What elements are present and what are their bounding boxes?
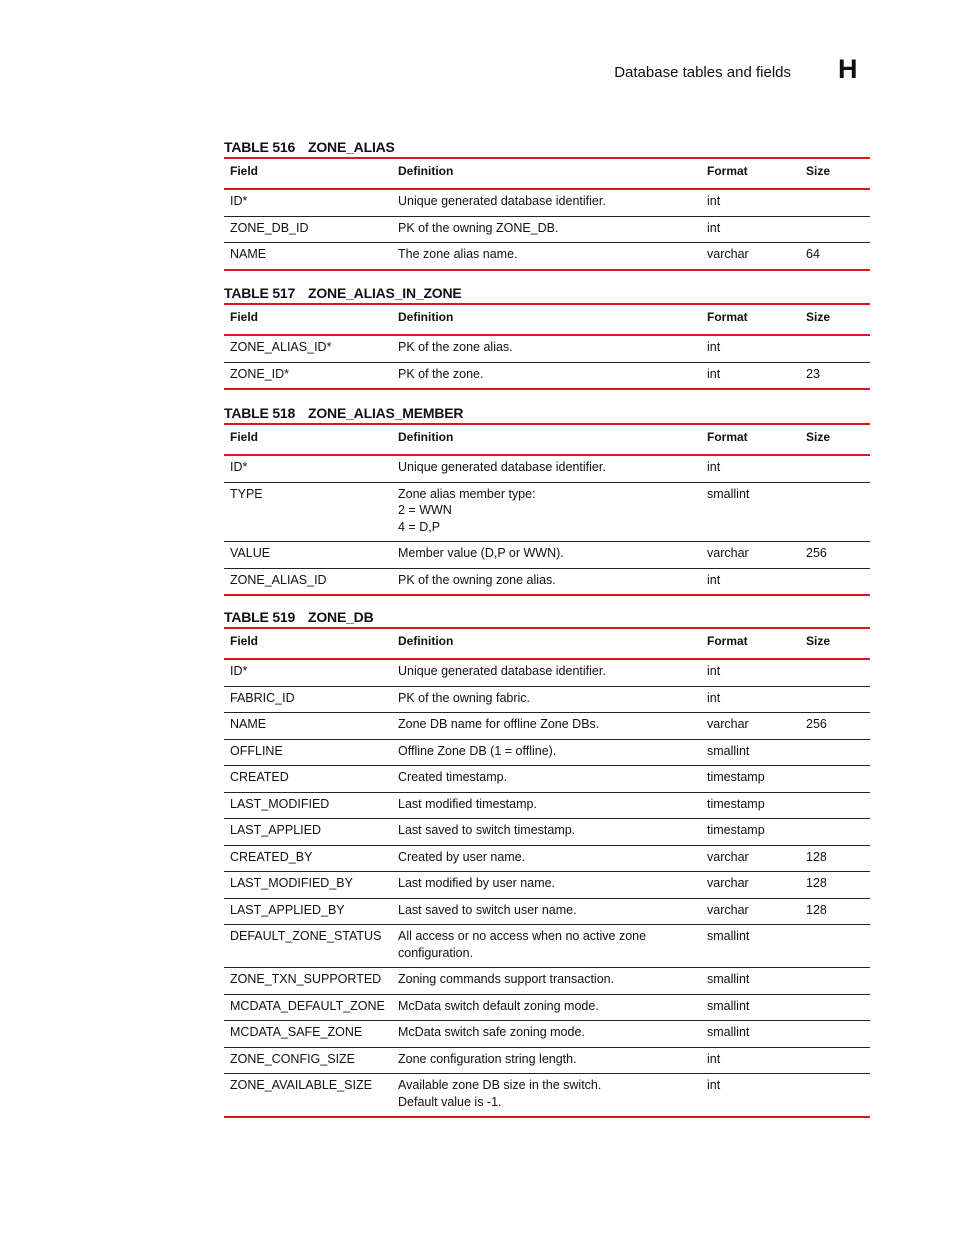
- definition-line: Last modified by user name.: [398, 876, 556, 890]
- table-row: [224, 1021, 870, 1048]
- column-header: Format: [701, 424, 800, 455]
- table-number: TABLE 517: [224, 285, 296, 301]
- field-cell: NAME: [224, 243, 392, 270]
- definition-cell: [392, 189, 701, 216]
- size-cell: [800, 1047, 870, 1074]
- definition-cell: [392, 482, 701, 542]
- size-cell: 128: [800, 845, 870, 872]
- column-header: Size: [800, 424, 870, 455]
- column-header: Field: [224, 628, 392, 659]
- column-header: Field: [224, 424, 392, 455]
- format-cell: timestamp: [701, 792, 800, 819]
- field-cell: CREATED_BY: [224, 845, 392, 872]
- field-cell: TYPE: [224, 482, 392, 542]
- definition-cell: [392, 686, 701, 713]
- definition-line: All access or no access when no active zone: [398, 929, 647, 943]
- format-cell: int: [701, 568, 800, 595]
- field-cell: ZONE_ALIAS_ID*: [230, 340, 332, 354]
- field-cell: OFFLINE: [224, 739, 392, 766]
- definition-line: Unique generated database identifier.: [398, 664, 606, 678]
- size-cell: [800, 819, 870, 846]
- field-cell: VALUE: [224, 542, 392, 569]
- format-cell: int: [707, 340, 721, 354]
- table-number: TABLE 516: [224, 139, 296, 155]
- field-cell: ID*: [230, 664, 248, 678]
- field-cell: ZONE_AVAILABLE_SIZE: [224, 1074, 392, 1118]
- table-row: [224, 1047, 870, 1074]
- definition-cell: [392, 739, 701, 766]
- field-cell: MCDATA_SAFE_ZONE: [224, 1021, 392, 1048]
- definition-line: Available zone DB size in the switch.: [398, 1078, 602, 1092]
- field-cell: ID*: [230, 460, 248, 474]
- format-cell: int: [701, 362, 800, 389]
- table-row: [224, 792, 870, 819]
- definition-line: Created by user name.: [398, 849, 526, 864]
- size-cell: [800, 568, 870, 595]
- size-cell: [800, 455, 870, 482]
- size-cell: [800, 925, 870, 968]
- column-header: Definition: [392, 628, 701, 659]
- running-header-title: Database tables and fields: [614, 64, 791, 81]
- definition-cell: [392, 872, 701, 899]
- size-cell: [800, 686, 870, 713]
- format-cell: varchar: [701, 845, 800, 872]
- table-row: [224, 766, 870, 793]
- size-cell: [800, 482, 870, 542]
- table-header-row: [224, 628, 870, 659]
- definition-cell: [392, 216, 701, 243]
- size-cell: 128: [800, 898, 870, 925]
- size-cell: 128: [800, 872, 870, 899]
- table-header-row: [224, 158, 870, 189]
- table-name: ZONE_ALIAS: [308, 139, 395, 155]
- table-name: ZONE_DB: [308, 609, 374, 625]
- size-cell: [800, 189, 870, 216]
- field-cell: ZONE_CONFIG_SIZE: [224, 1047, 392, 1074]
- definition-cell: [392, 994, 701, 1021]
- column-header: Field: [224, 304, 392, 335]
- format-cell: varchar: [701, 872, 800, 899]
- table-block: [224, 137, 870, 271]
- column-header: Field: [224, 158, 392, 189]
- column-header: Definition: [392, 304, 701, 335]
- definition-cell: [392, 819, 701, 846]
- definition-cell: [392, 766, 701, 793]
- definition-cell: [392, 845, 701, 872]
- definition-cell: [392, 362, 701, 389]
- table-header-row: [224, 304, 870, 335]
- table-row: [224, 994, 870, 1021]
- format-cell: smallint: [701, 1021, 800, 1048]
- format-cell: int: [701, 1074, 800, 1118]
- table-row: [224, 713, 870, 740]
- field-cell: ZONE_ALIAS_ID: [224, 568, 392, 595]
- definition-line: PK of the owning fabric.: [398, 690, 531, 705]
- table-row: [224, 362, 870, 389]
- table-caption: [224, 283, 870, 303]
- table-row: [224, 542, 870, 569]
- data-table: [224, 303, 870, 390]
- table-block: [224, 283, 870, 390]
- definition-line: Last modified timestamp.: [398, 796, 537, 811]
- size-cell: 23: [800, 362, 870, 389]
- definition-cell: [392, 335, 701, 362]
- size-cell: 256: [800, 542, 870, 569]
- column-header: Size: [800, 628, 870, 659]
- definition-line: Offline Zone DB (1 = offline).: [398, 743, 557, 758]
- format-cell: smallint: [701, 994, 800, 1021]
- field-cell: ZONE_ID*: [224, 362, 392, 389]
- definition-line: McData switch safe zoning mode.: [398, 1025, 585, 1039]
- definition-line: Zone alias member type:: [398, 486, 536, 501]
- definition-line: McData switch default zoning mode.: [398, 998, 599, 1013]
- table-block: [224, 607, 870, 1118]
- field-cell: CREATED: [224, 766, 392, 793]
- format-cell: smallint: [701, 968, 800, 995]
- format-cell: int: [707, 664, 721, 678]
- format-cell: varchar: [701, 243, 800, 270]
- data-table: [224, 157, 870, 271]
- format-cell: timestamp: [701, 766, 800, 793]
- definition-cell: [392, 243, 701, 270]
- table-row: [224, 898, 870, 925]
- field-cell: LAST_APPLIED: [224, 819, 392, 846]
- definition-line: Zoning commands support transaction.: [398, 972, 615, 986]
- field-cell: ID*: [230, 194, 248, 208]
- data-table: [224, 627, 870, 1118]
- definition-line: PK of the zone.: [398, 366, 484, 381]
- definition-cell: [392, 898, 701, 925]
- format-cell: int: [701, 686, 800, 713]
- field-cell: MCDATA_DEFAULT_ZONE: [224, 994, 392, 1021]
- format-cell: int: [701, 1047, 800, 1074]
- field-cell: LAST_MODIFIED_BY: [224, 872, 392, 899]
- table-row: [224, 1074, 870, 1118]
- format-cell: varchar: [701, 898, 800, 925]
- definition-line: Default value is -1.: [398, 1094, 502, 1109]
- table-row: [224, 968, 870, 995]
- field-cell: NAME: [224, 713, 392, 740]
- definition-line: Unique generated database identifier.: [398, 194, 606, 208]
- table-number: TABLE 518: [224, 405, 296, 421]
- table-row: [224, 335, 870, 362]
- data-table: [224, 423, 870, 596]
- definition-line: 2 = WWN: [398, 503, 452, 517]
- definition-line: The zone alias name.: [398, 247, 518, 261]
- table-row: [224, 845, 870, 872]
- column-header: Format: [701, 628, 800, 659]
- format-cell: int: [707, 460, 721, 474]
- size-cell: [800, 792, 870, 819]
- definition-line: Created timestamp.: [398, 770, 508, 784]
- column-header: Format: [701, 158, 800, 189]
- definition-line: Zone configuration string length.: [398, 1051, 577, 1066]
- table-header-row: [224, 424, 870, 455]
- table-block: [224, 403, 870, 596]
- column-header: Size: [800, 158, 870, 189]
- size-cell: [800, 968, 870, 995]
- table-name: ZONE_ALIAS_MEMBER: [308, 405, 464, 421]
- definition-cell: [392, 455, 701, 482]
- size-cell: [800, 659, 870, 686]
- size-cell: [800, 335, 870, 362]
- definition-cell: [392, 792, 701, 819]
- size-cell: [800, 1021, 870, 1048]
- size-cell: 256: [800, 713, 870, 740]
- definition-cell: [392, 1047, 701, 1074]
- format-cell: int: [707, 194, 721, 208]
- definition-line: Unique generated database identifier.: [398, 460, 606, 474]
- definition-cell: [392, 659, 701, 686]
- table-row: [224, 659, 870, 686]
- definition-cell: [392, 568, 701, 595]
- size-cell: [800, 1074, 870, 1118]
- size-cell: [800, 739, 870, 766]
- format-cell: smallint: [701, 482, 800, 542]
- definition-line: PK of the owning zone alias.: [398, 572, 556, 587]
- table-row: [224, 819, 870, 846]
- definition-cell: [392, 542, 701, 569]
- definition-line: 4 = D,P: [398, 519, 441, 534]
- table-caption: [224, 403, 870, 423]
- format-cell: smallint: [701, 739, 800, 766]
- table-row: [224, 925, 870, 968]
- table-caption: [224, 137, 870, 157]
- table-row: [224, 739, 870, 766]
- format-cell: timestamp: [701, 819, 800, 846]
- table-row: [224, 686, 870, 713]
- definition-cell: [392, 713, 701, 740]
- definition-line: configuration.: [398, 945, 474, 960]
- table-number: TABLE 519: [224, 609, 296, 625]
- column-header: Size: [800, 304, 870, 335]
- definition-line: Last saved to switch user name.: [398, 902, 577, 917]
- table-caption: [224, 607, 870, 627]
- column-header: Definition: [392, 158, 701, 189]
- definition-line: PK of the owning ZONE_DB.: [398, 220, 559, 235]
- format-cell: int: [701, 216, 800, 243]
- appendix-letter: H: [838, 54, 858, 84]
- format-cell: varchar: [701, 542, 800, 569]
- table-row: [224, 482, 870, 542]
- size-cell: 64: [800, 243, 870, 270]
- table-row: [224, 243, 870, 270]
- field-cell: ZONE_DB_ID: [224, 216, 392, 243]
- size-cell: [800, 216, 870, 243]
- definition-cell: [392, 1021, 701, 1048]
- definition-cell: [392, 925, 701, 968]
- field-cell: DEFAULT_ZONE_STATUS: [224, 925, 392, 968]
- field-cell: LAST_APPLIED_BY: [224, 898, 392, 925]
- table-row: [224, 216, 870, 243]
- field-cell: FABRIC_ID: [224, 686, 392, 713]
- table-name: ZONE_ALIAS_IN_ZONE: [308, 285, 462, 301]
- definition-line: PK of the zone alias.: [398, 340, 513, 354]
- table-row: [224, 189, 870, 216]
- table-row: [224, 455, 870, 482]
- field-cell: LAST_MODIFIED: [224, 792, 392, 819]
- format-cell: varchar: [701, 713, 800, 740]
- field-cell: ZONE_TXN_SUPPORTED: [224, 968, 392, 995]
- column-header: Definition: [392, 424, 701, 455]
- definition-cell: [392, 1074, 701, 1118]
- definition-line: Zone DB name for offline Zone DBs.: [398, 717, 600, 731]
- format-cell: smallint: [701, 925, 800, 968]
- definition-line: Member value (D,P or WWN).: [398, 546, 564, 560]
- size-cell: [800, 766, 870, 793]
- table-row: [224, 568, 870, 595]
- size-cell: [800, 994, 870, 1021]
- table-row: [224, 872, 870, 899]
- definition-line: Last saved to switch timestamp.: [398, 823, 576, 837]
- definition-cell: [392, 968, 701, 995]
- column-header: Format: [701, 304, 800, 335]
